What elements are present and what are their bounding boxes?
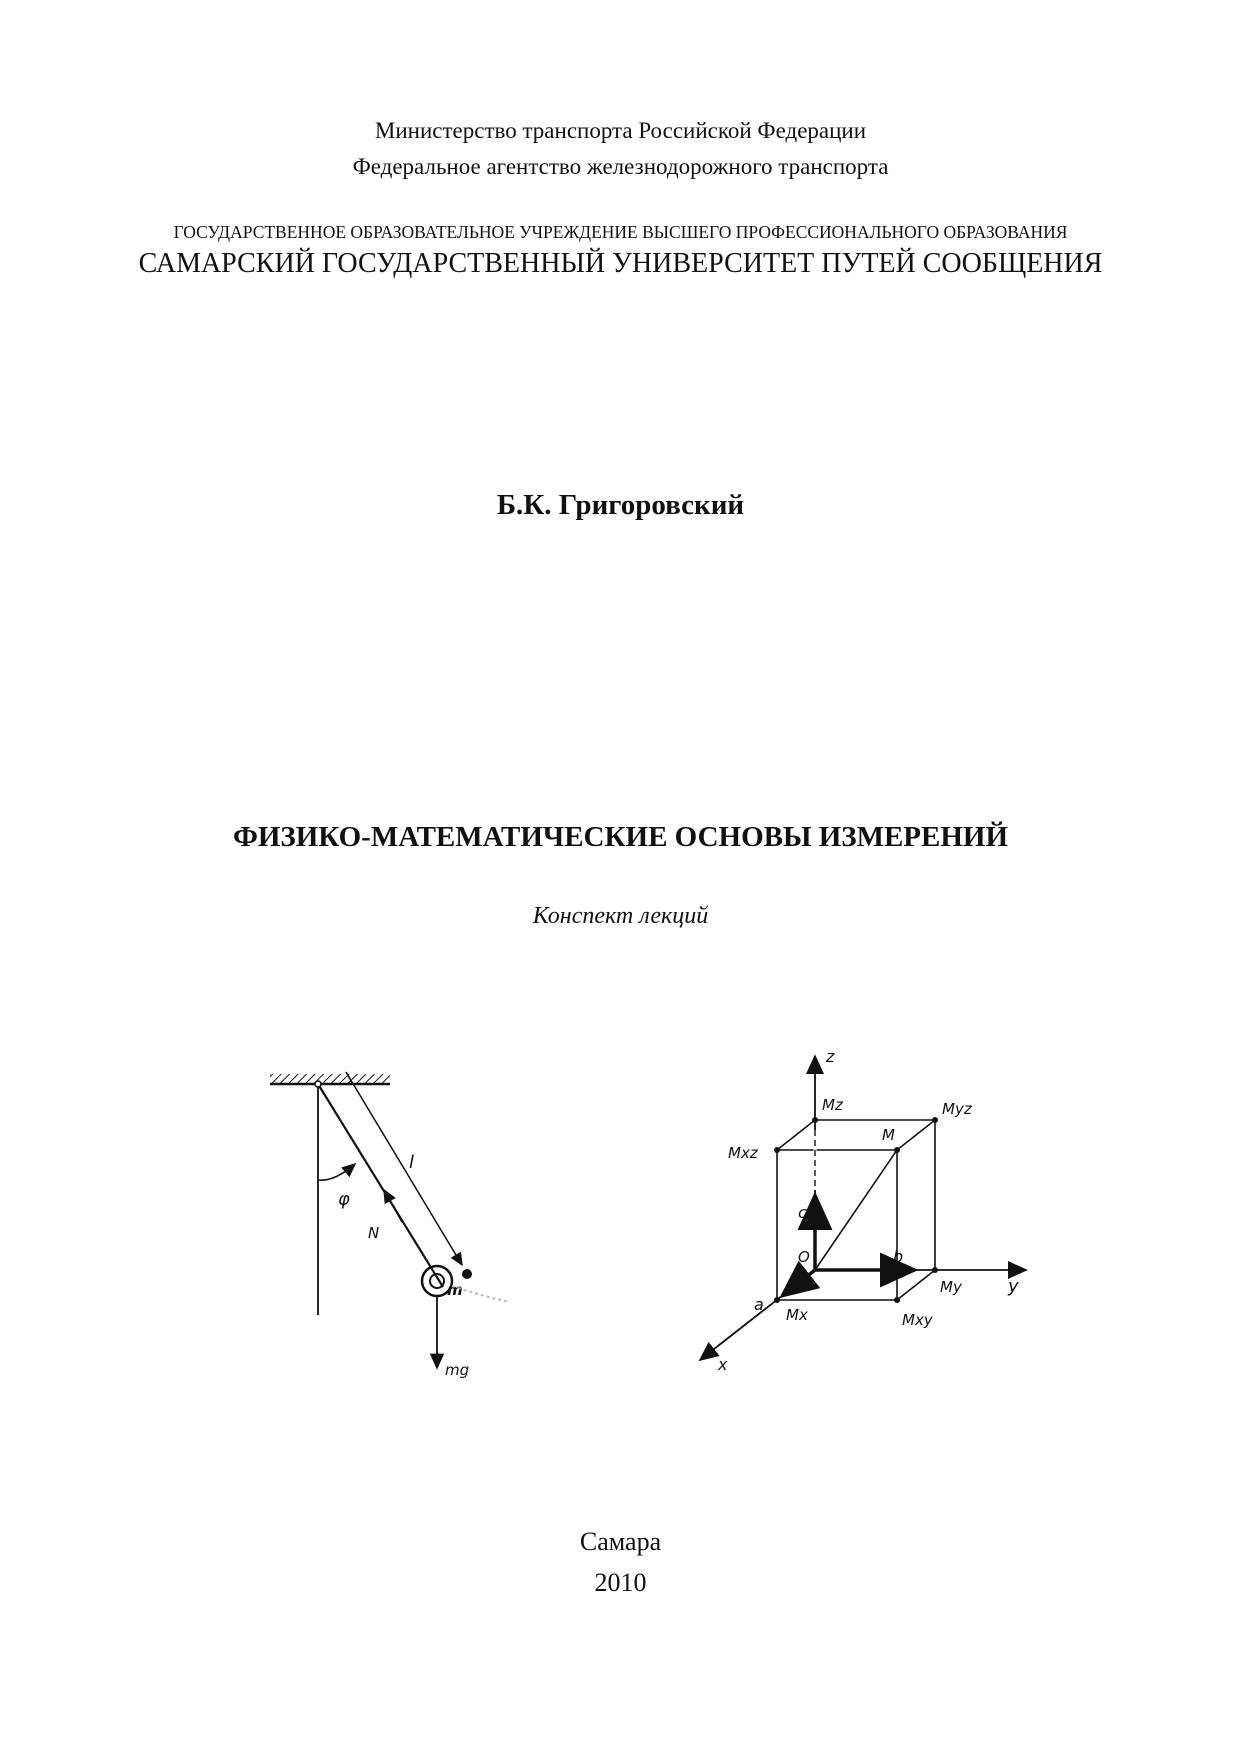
document-subtitle: Конспект лекций	[532, 903, 709, 929]
length-label: l	[409, 1152, 415, 1173]
z-axis-label: z	[826, 1047, 835, 1066]
angle-arc	[318, 1164, 355, 1180]
cube-edge	[777, 1120, 815, 1150]
myz-label: Myz	[942, 1100, 972, 1118]
a-vector	[782, 1270, 815, 1296]
x-axis-label: x	[718, 1355, 728, 1374]
point-mx	[774, 1297, 780, 1303]
point-m	[894, 1147, 900, 1153]
pivot-point	[315, 1081, 321, 1087]
my-label: My	[940, 1278, 962, 1296]
a-label: a	[754, 1295, 764, 1314]
pendulum-figure	[262, 1050, 532, 1400]
pendulum-rod	[318, 1084, 443, 1287]
ministry-line-1: Министерство транспорта Российской Федерации	[374, 118, 867, 143]
publication-city: Самара	[579, 1527, 662, 1556]
point-mxz	[774, 1147, 780, 1153]
radius-vector	[815, 1150, 897, 1270]
point-mxy	[894, 1297, 900, 1303]
y-axis-label: y	[1008, 1276, 1019, 1297]
normal-force-label: N	[368, 1224, 380, 1242]
mxy-label: Mxy	[902, 1311, 933, 1329]
cube-edge	[897, 1120, 935, 1150]
point-myz	[932, 1117, 938, 1123]
normal-force-arrow	[384, 1190, 402, 1222]
b-label: b	[893, 1247, 904, 1266]
ceiling-hatch	[270, 1074, 390, 1084]
mass-label: m	[447, 1281, 463, 1299]
institution-type: ГОСУДАРСТВЕННОЕ ОБРАЗОВАТЕЛЬНОЕ УЧРЕЖДЕНИЕ ВЫСШЕГО ПРОФЕССИОНАЛЬНОГО ОБРАЗОВАНИЯ	[173, 222, 1068, 242]
m-label: M	[882, 1126, 895, 1144]
pendulum-diagram	[262, 1050, 532, 1400]
document-title: ФИЗИКО-МАТЕМАТИЧЕСКИЕ ОСНОВЫ ИЗМЕРЕНИЙ	[232, 821, 1009, 853]
university-name: САМАРСКИЙ ГОСУДАРСТВЕННЫЙ УНИВЕРСИТЕТ ПУТЕЙ СООБЩЕНИЯ	[138, 248, 1103, 279]
mx-label: Mx	[786, 1306, 808, 1324]
point-mz	[812, 1117, 818, 1123]
cube-edge	[897, 1270, 935, 1300]
weight-label: mg	[445, 1361, 470, 1379]
c-label: c	[798, 1203, 807, 1222]
ministry-line-2: Федеральное агентство железнодорожного транспорта	[352, 154, 889, 179]
length-dimension	[346, 1072, 462, 1265]
mz-label: Mz	[822, 1096, 843, 1114]
coordinate-cube-figure	[690, 1040, 1050, 1380]
author-name: Б.К. Григоровский	[496, 489, 745, 521]
bob-dot	[462, 1269, 472, 1279]
publication-year: 2010	[594, 1568, 647, 1597]
point-my	[932, 1267, 938, 1273]
mxz-label: Mxz	[728, 1144, 758, 1162]
angle-label: φ	[338, 1189, 350, 1210]
coordinate-cube-diagram	[690, 1040, 1050, 1380]
origin-label: O	[798, 1248, 810, 1266]
